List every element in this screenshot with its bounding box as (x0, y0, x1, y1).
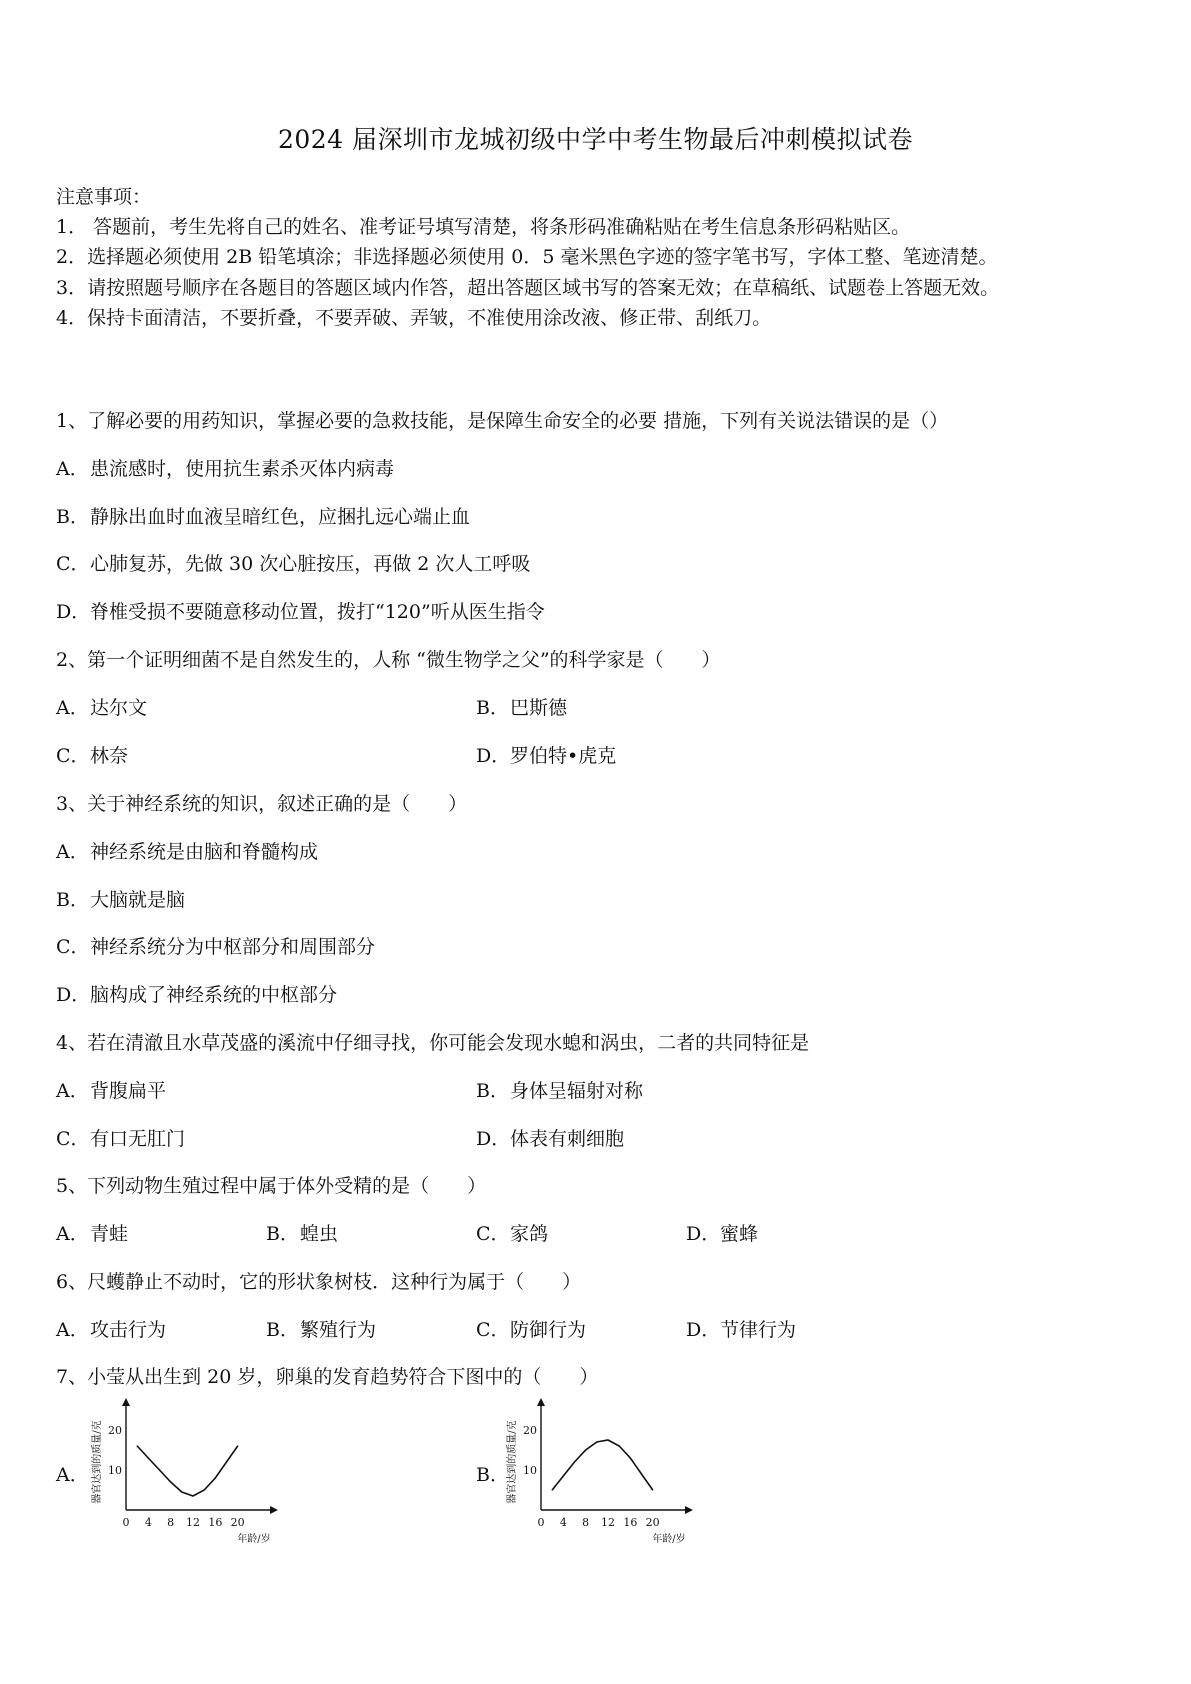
y-axis-arrow (122, 1398, 130, 1406)
answer-option[interactable] (56, 1219, 128, 1246)
answer-option[interactable] (686, 1315, 796, 1342)
option-text: 背腹扁平 (90, 1080, 167, 1102)
option-letter: C． (476, 1223, 510, 1245)
y-axis-label: 器官达到的质量/克 (507, 1420, 518, 1504)
option-text: 家鸽 (510, 1223, 549, 1245)
data-point (170, 1481, 171, 1482)
option-text: 静脉出血时血液呈暗红色，应捆扎远心端止血 (90, 506, 471, 528)
option-letter: B． (266, 1319, 299, 1341)
y-axis-label: 器官达到的质量/克 (92, 1420, 103, 1504)
question-stem: 6、尺蠖静止不动时，它的形状象树枝．这种行为属于（ ） (56, 1271, 582, 1293)
x-tick-label: 20 (645, 1516, 660, 1529)
question-stem: 1、了解必要的用药知识，掌握必要的急救技能，是保障生命安全的必要 措施，下列有关说法错误的是（） (56, 410, 949, 432)
y-axis-arrow (537, 1398, 545, 1406)
answer-option[interactable] (266, 1219, 338, 1246)
option-text: 体表有刺细胞 (510, 1128, 625, 1150)
option-text: 脑构成了神经系统的中枢部分 (90, 984, 338, 1006)
notice-item: 1． 答题前，考生先将自己的姓名、准考证号填写清楚，将条形码准确粘贴在考生信息条形码粘贴区。 (56, 216, 911, 238)
question-stem: 4、若在清澈且水草茂盛的溪流中仔细寻找，你可能会发现水螅和涡虫，二者的共同特征是 (56, 1032, 810, 1054)
data-point (630, 1457, 631, 1458)
option-letter: A． (56, 458, 89, 480)
data-point (585, 1449, 586, 1450)
data-point (181, 1491, 182, 1492)
option-text: 脊椎受损不要随意移动位置，拨打“120”听从医生指令 (90, 601, 545, 623)
answer-option[interactable] (56, 1315, 166, 1342)
option-letter: A． (56, 1464, 89, 1486)
option-letter: A． (56, 1223, 89, 1245)
y-tick-label: 10 (523, 1464, 537, 1477)
option-letter: B． (56, 889, 89, 911)
x-tick-label: 16 (208, 1516, 223, 1529)
data-point (652, 1489, 653, 1490)
option-letter: C． (56, 745, 90, 767)
x-tick-label: 8 (167, 1516, 175, 1529)
data-point (563, 1475, 564, 1476)
option-letter: A． (56, 1080, 89, 1102)
option-letter: D． (56, 984, 91, 1006)
option-text: 有口无肛门 (90, 1128, 186, 1150)
data-point (137, 1445, 138, 1446)
option-text: 蝗虫 (300, 1223, 339, 1245)
notice-item: 3．请按照题号顺序在各题目的答题区域内作答，超出答题区域书写的答案无效；在草稿纸、试题卷上答题无效。 (56, 277, 1000, 299)
y-tick-label: 10 (108, 1464, 122, 1477)
option-text: 青蛙 (90, 1223, 129, 1245)
question-stem: 2、第一个证明细菌不是自然发生的，人称 “微生物学之父”的科学家是（ ） (56, 649, 721, 671)
option-letter: A． (56, 1319, 89, 1341)
chart-option-a (90, 1398, 290, 1550)
answer-option[interactable] (56, 502, 470, 529)
option-text: 神经系统分为中枢部分和周围部分 (90, 936, 376, 958)
answer-option[interactable] (476, 693, 567, 720)
data-point (237, 1445, 238, 1446)
data-point (619, 1445, 620, 1446)
data-point (192, 1495, 193, 1496)
answer-option[interactable] (56, 932, 375, 959)
x-axis-arrow (270, 1506, 278, 1514)
answer-option[interactable] (476, 1076, 643, 1103)
option-text: 罗伯特•虎克 (510, 745, 617, 767)
option-text: 林奈 (90, 745, 129, 767)
option-letter: B． (476, 1464, 509, 1486)
answer-option[interactable] (476, 1219, 548, 1246)
series-line (137, 1446, 238, 1496)
option-letter: D． (56, 601, 91, 623)
option-text: 达尔文 (90, 697, 148, 719)
x-tick-label: 16 (623, 1516, 638, 1529)
y-tick-label: 20 (108, 1424, 122, 1437)
option-letter: A． (56, 841, 89, 863)
answer-option[interactable] (476, 741, 616, 768)
option-letter: D． (476, 1128, 511, 1150)
chart-option-b (505, 1398, 705, 1550)
answer-option[interactable] (56, 549, 530, 576)
answer-option[interactable] (476, 1124, 624, 1151)
data-point (215, 1477, 216, 1478)
option-letter: B． (56, 506, 89, 528)
option-letter: C． (56, 553, 90, 575)
data-point (226, 1461, 227, 1462)
option-letter: D． (476, 745, 511, 767)
data-point (552, 1489, 553, 1490)
option-letter: B． (266, 1223, 299, 1245)
y-tick-label: 20 (523, 1424, 537, 1437)
answer-option[interactable] (56, 837, 318, 864)
data-point (574, 1461, 575, 1462)
x-tick-label: 8 (582, 1516, 590, 1529)
x-tick-label: 4 (559, 1516, 567, 1529)
option-text: 繁殖行为 (300, 1319, 377, 1341)
answer-option[interactable] (56, 980, 337, 1007)
option-letter: C． (56, 1128, 90, 1150)
notice-item: 2．选择题必须使用 2B 铅笔填涂；非选择题必须使用 0．5 毫米黑色字迹的签字笔书写，字体工整、笔迹清楚。 (56, 246, 998, 268)
option-text: 攻击行为 (90, 1319, 167, 1341)
notice-heading: 注意事项： (56, 186, 152, 208)
exam-title: 2024 届深圳市龙城初级中学中考生物最后冲刺模拟试卷 (277, 125, 914, 154)
x-tick-label: 12 (186, 1516, 200, 1529)
answer-option[interactable] (56, 885, 185, 912)
answer-option[interactable] (56, 741, 128, 768)
option-letter: C． (56, 936, 90, 958)
option-text: 神经系统是由脑和脊髓构成 (90, 841, 319, 863)
data-point (159, 1469, 160, 1470)
x-tick-label: 12 (601, 1516, 615, 1529)
question-stem: 7、小莹从出生到 20 岁，卵巢的发育趋势符合下图中的（ ） (56, 1366, 599, 1388)
answer-option[interactable] (56, 693, 147, 720)
notice-item: 4．保持卡面清洁，不要折叠，不要弄破、弄皱，不准使用涂改液、修正带、刮纸刀。 (56, 307, 772, 329)
option-text: 患流感时，使用抗生素杀灭体内病毒 (90, 458, 395, 480)
question-stem: 3、关于神经系统的知识，叙述正确的是（ ） (56, 793, 468, 815)
option-text: 心肺复苏，先做 30 次心脏按压，再做 2 次人工呼吸 (90, 553, 531, 575)
option-letter: B． (476, 1080, 509, 1102)
x-tick-label: 20 (230, 1516, 245, 1529)
answer-option-a-label[interactable] (56, 1460, 89, 1487)
option-letter: B． (476, 697, 509, 719)
data-point (148, 1457, 149, 1458)
x-axis-label: 年龄/岁 (237, 1534, 271, 1545)
question-stem: 5、下列动物生殖过程中属于体外受精的是（ ） (56, 1175, 487, 1197)
answer-option[interactable] (266, 1315, 376, 1342)
x-tick-label: 0 (122, 1516, 130, 1529)
option-text: 蜜蜂 (720, 1223, 759, 1245)
data-point (641, 1473, 642, 1474)
series-line (552, 1440, 653, 1490)
x-axis-label: 年龄/岁 (652, 1534, 686, 1545)
answer-option[interactable] (476, 1315, 586, 1342)
x-tick-label: 4 (144, 1516, 152, 1529)
data-point (607, 1439, 608, 1440)
data-point (596, 1441, 597, 1442)
option-text: 身体呈辐射对称 (510, 1080, 644, 1102)
option-letter: C． (476, 1319, 510, 1341)
answer-option[interactable] (56, 1076, 166, 1103)
x-tick-label: 0 (537, 1516, 545, 1529)
option-letter: D． (686, 1319, 721, 1341)
option-letter: D． (686, 1223, 721, 1245)
answer-option[interactable] (686, 1219, 758, 1246)
option-text: 大脑就是脑 (90, 889, 186, 911)
data-point (204, 1489, 205, 1490)
option-text: 节律行为 (720, 1319, 797, 1341)
answer-option[interactable] (56, 1124, 185, 1151)
answer-option[interactable] (56, 597, 545, 624)
x-axis-arrow (685, 1506, 693, 1514)
option-letter: A． (56, 697, 89, 719)
option-text: 巴斯德 (510, 697, 568, 719)
option-text: 防御行为 (510, 1319, 587, 1341)
answer-option[interactable] (56, 454, 394, 481)
